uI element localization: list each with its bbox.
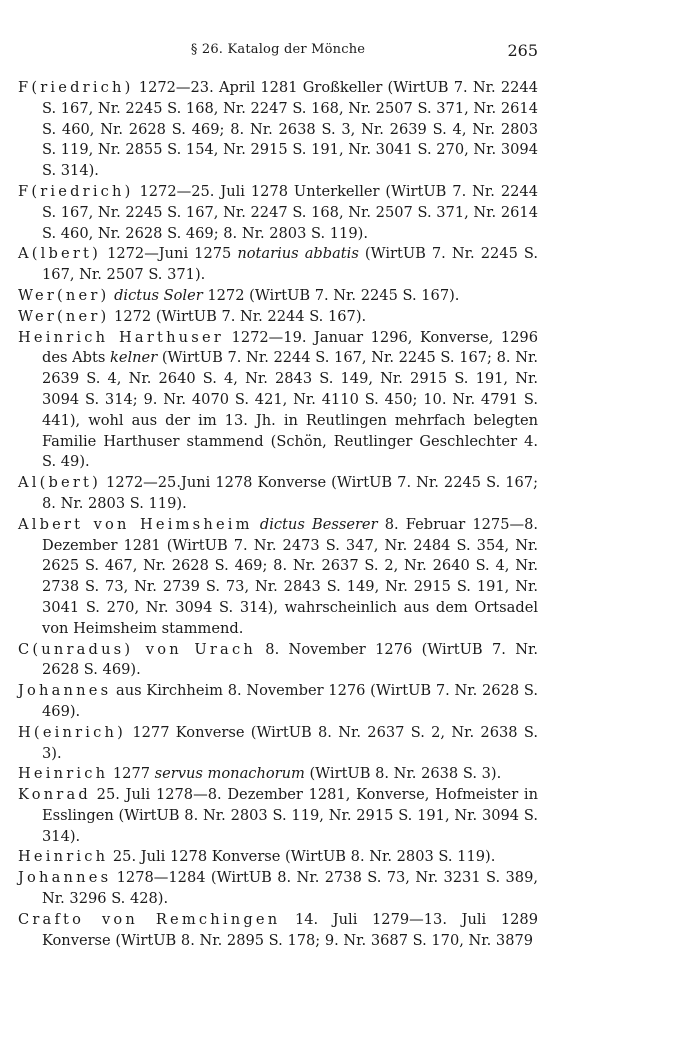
entry-name: Heinrich — [18, 765, 109, 783]
entry-name: Wer(ner) — [18, 286, 110, 304]
entry-text: 1278—1284 (WirtUB 8. Nr. 2738 S. 73, Nr. 3231 S. 389, Nr. 3296 S. 428). — [42, 869, 538, 908]
catalog-entry — [18, 286, 538, 307]
entry-text: (WirtUB 7. Nr. 2245 S. 167, Nr. 2507 S. 371). — [42, 245, 539, 284]
entry-name: Heinrich Harthuser — [18, 328, 224, 346]
page-header — [18, 42, 538, 62]
entry-text: 8. November 1276 (WirtUB 7. Nr. 2628 S. 469). — [42, 640, 538, 679]
entry-text: 1277 Konverse (WirtUB 8. Nr. 2637 S. 2, Nr. 2638 S. 3). — [42, 723, 538, 762]
entry-text: 25. Juli 1278 Konverse (WirtUB 8. Nr. 2803 S. 119). — [108, 848, 496, 866]
entry-text: 1272—23. April 1281 Großkeller (WirtUB 7. Nr. 2244 S. 167, Nr. 2245 S. 168, Nr. 2247 S. 168, Nr. 2507 S. 371, Nr. 2614 S. 460, Nr. 2628 S. 469; 8. Nr. 2638 S. 3, Nr. 2639 S. 4, Nr. 2803 S. 119, Nr. 2855 S. 154, Nr. 2915 S. 191, Nr. 3041 S. 270, Nr. 3094 S. 314). — [42, 79, 538, 180]
catalog-entry — [18, 182, 538, 244]
entry-text: (WirtUB 8. Nr. 2638 S. 3). — [304, 765, 502, 783]
entry-name: Heinrich — [18, 848, 109, 866]
entry-text: 8. Februar 1275—8. Dezember 1281 (WirtUB 7. Nr. 2473 S. 347, Nr. 2484 S. 354, Nr. 2625 S. 467, Nr. 2628 S. 469; 8. Nr. 2637 S. 2, Nr. 2640 S. 4, Nr. 2738 S. 73, Nr. 2739 S. 73, Nr. 2843 S. 149, Nr. 2915 S. 191, Nr. 3041 S. 270, Nr. 3094 S. 314), wahrscheinlich aus dem Ortsadel von Heimsheim stammend. — [42, 515, 538, 637]
catalog-entry — [18, 307, 538, 328]
catalog-entry — [18, 473, 538, 515]
catalog-entry — [18, 515, 538, 640]
catalog-entry — [18, 244, 538, 286]
entry-name: Johannes — [18, 682, 112, 700]
entry-name: Konrad — [18, 786, 91, 804]
entry-italic-term: servus monachorum — [154, 765, 305, 783]
entry-text: 1272 (WirtUB 7. Nr. 2244 S. 167). — [109, 307, 367, 325]
catalog-entry — [18, 868, 538, 910]
entry-italic-term: notarius abbatis — [237, 245, 359, 263]
catalog-entry — [18, 910, 538, 952]
entry-text: 1272 (WirtUB 7. Nr. 2245 S. 167). — [202, 286, 460, 304]
running-title: § 26. Katalog der Mönche — [190, 42, 366, 57]
entry-text: 1272—25.Juni 1278 Konverse (WirtUB 7. Nr. 2245 S. 167; 8. Nr. 2803 S. 119). — [42, 474, 538, 512]
entry-text: 1272—25. Juli 1278 Unterkeller (WirtUB 7. Nr. 2244 S. 167, Nr. 2245 S. 167, Nr. 2247 S. 168, Nr. 2507 S. 371, Nr. 2614 S. 460, Nr. 2628 S. 469; 8. Nr. 2803 S. 119). — [42, 182, 538, 242]
entry-text: aus Kirchheim 8. November 1276 (WirtUB 7. Nr. 2628 S. 469). — [42, 682, 538, 720]
catalog-entry — [18, 723, 538, 765]
entry-name: H(einrich) — [18, 723, 127, 741]
page-number: 265 — [507, 41, 538, 60]
entry-italic-term: dictus Besserer — [259, 515, 378, 533]
entry-name: Johannes — [18, 869, 112, 887]
entry-name: F(riedrich) — [18, 79, 134, 96]
catalog-entry — [18, 681, 538, 723]
entry-text: 1277 — [108, 765, 155, 783]
entry-text: 25. Juli 1278—8. Dezember 1281, Konverse, Hofmeister in Esslingen (WirtUB 8. Nr. 2803 S. 119, Nr. 2915 S. 191, Nr. 3094 S. 314). — [42, 786, 538, 845]
entry-italic-term: kelner — [110, 349, 158, 367]
entry-name: A(lbert) — [18, 245, 102, 263]
catalog-entry — [18, 78, 538, 182]
entry-name: F(riedrich) — [18, 182, 134, 200]
entry-text: 1272—Juni 1275 — [101, 245, 238, 263]
entry-italic-term: dictus Soler — [114, 286, 203, 304]
entry-text — [253, 516, 260, 533]
catalog-entry — [18, 785, 538, 847]
entry-text: 14. Juli 1279—13. Juli 1289 Konverse (WirtUB 8. Nr. 2895 S. 178; 9. Nr. 3687 S. 170, Nr. 3879 — [42, 910, 538, 949]
entry-name: Albert von Heimsheim — [18, 515, 253, 533]
monk-catalog-entries — [18, 78, 538, 951]
entry-name: Al(bert) — [18, 474, 102, 492]
entry-name: C(unradus) von Urach — [18, 640, 256, 658]
catalog-entry — [18, 847, 538, 868]
catalog-entry — [18, 640, 538, 682]
entry-name: Crafto von Remchingen — [18, 910, 281, 928]
entry-text: (WirtUB 7. Nr. 2244 S. 167, Nr. 2245 S. 167; 8. Nr. 2639 S. 4, Nr. 2640 S. 4, Nr. 2843 S. 149, Nr. 2915 S. 191, Nr. 3094 S. 314; 9. Nr. 4070 S. 421, Nr. 4110 S. 450; 10. Nr. 4791 S. 441), wohl aus der im 13. Jh. in Reutlingen mehrfach belegten Familie Harthuser stammend (Schön, Reutlinger Geschlechter 4. S. 49). — [42, 349, 538, 471]
entry-name: Wer(ner) — [18, 307, 110, 325]
catalog-entry — [18, 328, 538, 474]
catalog-entry — [18, 764, 538, 785]
entry-text: 1272—19. Januar 1296, Konverse, 1296 des Abts — [42, 328, 538, 367]
